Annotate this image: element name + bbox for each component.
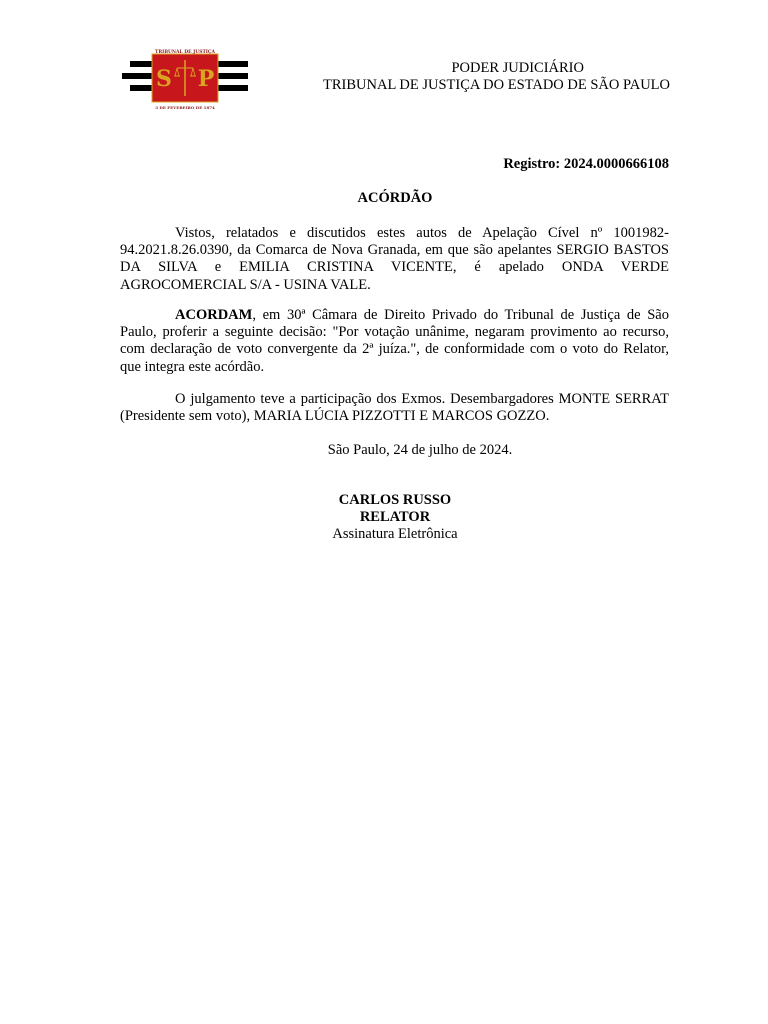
- paragraph-acordam: [120, 307, 669, 376]
- signature-note: Assinatura Eletrônica: [332, 526, 458, 542]
- relator-name: CARLOS RUSSO: [338, 492, 452, 508]
- header-line-1: PODER JUDICIÁRIO: [451, 60, 584, 76]
- registro-number: Registro: 2024.0000666108: [503, 156, 669, 172]
- paragraph-vistos: Vistos, relatados e discutidos estes autos de Apelação Cível nº 1001982-94.2021.8.26.0390, da Comarca de Nova Granada, em que são apelantes SERGIO BASTOS DA SILVA e EMILIA CRISTINA VICENTE, é apelado ONDA VERDE AGROCOMERCIAL S/A - USINA VALE.: [120, 225, 669, 293]
- signature-block: [295, 492, 495, 543]
- acordam-text: , em 30ª Câmara de Direito Privado do Tribunal de Justiça de São Paulo, proferir a seguinte decisão: "Por votação unânime, negaram provimento ao recurso, com declaração de voto convergente da 2ª juíza.", de conformidade com o voto do Relator, que integra este acórdão.: [120, 307, 669, 375]
- svg-text:3 DE FEVEREIRO DE 1874: 3 DE FEVEREIRO DE 1874: [155, 105, 215, 110]
- document-title: ACÓRDÃO: [357, 190, 433, 206]
- document-date: São Paulo, 24 de julho de 2024.: [327, 442, 513, 458]
- svg-text:P: P: [197, 66, 215, 92]
- svg-text:TRIBUNAL DE JUSTIÇA: TRIBUNAL DE JUSTIÇA: [155, 50, 215, 55]
- court-seal-logo: [122, 48, 248, 110]
- paragraph-julgamento: O julgamento teve a participação dos Exmos. Desembargadores MONTE SERRAT (Presidente sem voto), MARIA LÚCIA PIZZOTTI E MARCOS GOZZO.: [120, 391, 669, 425]
- svg-text:S: S: [156, 66, 172, 92]
- document-header: [250, 60, 670, 94]
- tjsp-seal-icon: [122, 48, 248, 110]
- relator-role: RELATOR: [359, 509, 431, 525]
- acordam-lead: ACORDAM: [175, 307, 253, 323]
- header-line-2: TRIBUNAL DE JUSTIÇA DO ESTADO DE SÃO PAULO: [323, 77, 670, 93]
